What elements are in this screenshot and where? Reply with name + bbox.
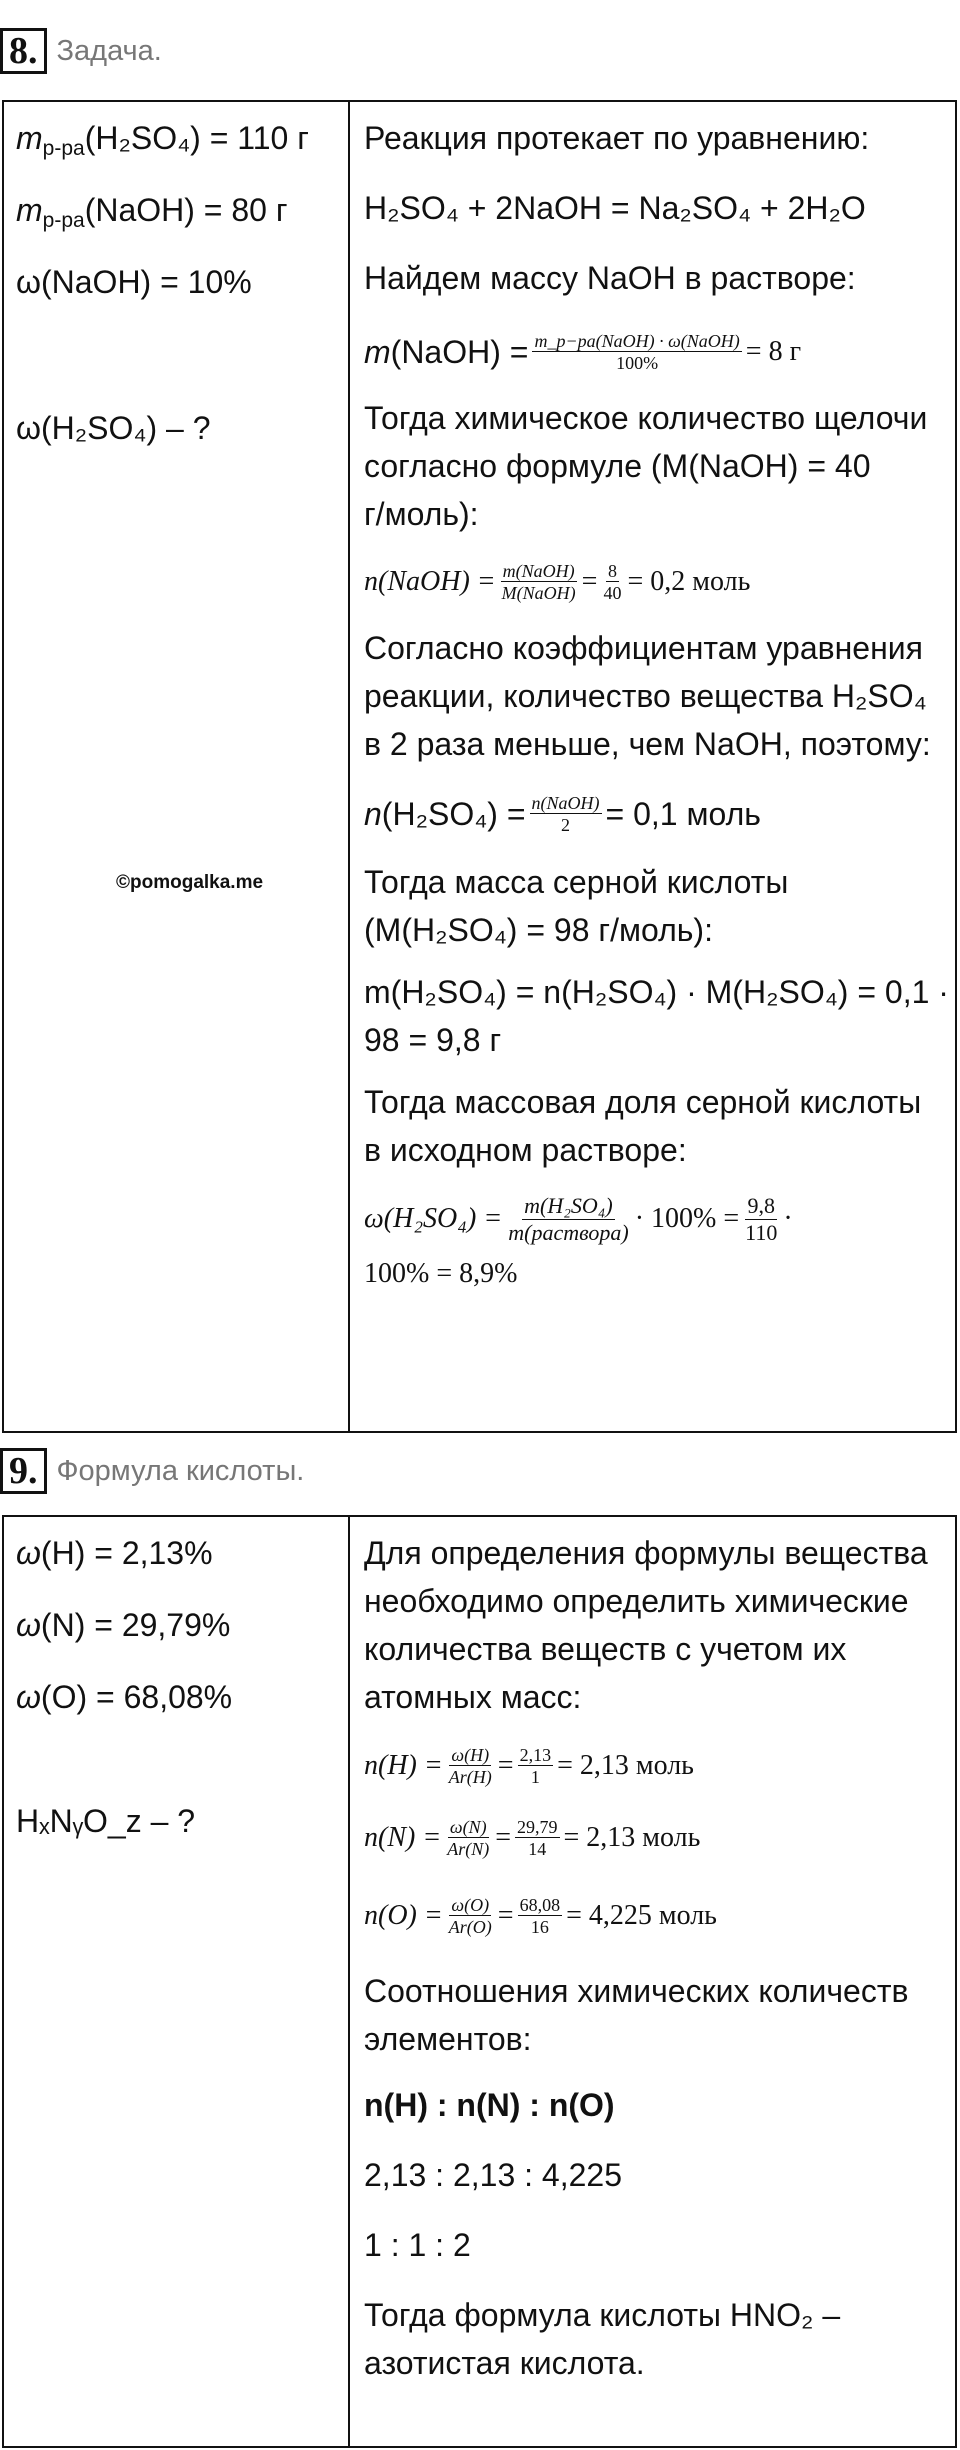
task8-header — [0, 28, 162, 74]
task9-number: 9. — [0, 1448, 47, 1494]
sol9-p2a: Соотношения химических количеств — [364, 1973, 909, 2009]
given-mass-h2so4: $m_{р-ра}(H_2SO_4) = 110$ г — [16, 120, 309, 160]
sol9-p3a: Тогда формула кислоты HNO₂ – — [364, 2297, 841, 2333]
task9-given — [3, 1516, 349, 2447]
task9-table — [2, 1515, 957, 2448]
sol8-equation: H₂SO₄ + 2NaOH = Na₂SO₄ + 2H₂O — [364, 190, 866, 226]
sol9-p2b: элементов: — [364, 2021, 532, 2057]
sol9-p3b: азотистая кислота. — [364, 2345, 645, 2381]
sol9-ratio1: 2,13 : 2,13 : 4,225 — [364, 2157, 622, 2193]
sol9-ratio-label: n(H) : n(N) : n(O) — [364, 2087, 615, 2123]
task8-solution — [349, 101, 956, 1432]
given-find-omega-h2so4: ω(H₂SO₄) – ? — [16, 410, 211, 446]
sol9-formula-n-n: n(N) = $\frac{\omega(N)}{Ar(N)}$ = $\frac{29,79}{14}$ = 2,13 моль — [364, 1816, 701, 1859]
sol8-formula-mass-naoh: m (NaOH) = $\frac{\text{m\_р−ра(NaOH) · ω(NaOH)}}{100\%}$ = 8 г — [364, 330, 802, 373]
task9-solution — [349, 1516, 956, 2447]
watermark: ©pomogalka.me — [116, 872, 264, 893]
task8-given — [3, 101, 349, 1432]
sol8-p7b: в исходном растворе: — [364, 1132, 687, 1168]
task8-number: 8. — [0, 28, 47, 74]
sol8-formula-n-h2so4: n (H₂SO₄) = $\frac{\text{n(NaOH)}}{2}$ = 0,1 моль — [364, 792, 761, 835]
sol8-p3a: Тогда химическое количество щелочи — [364, 400, 928, 436]
task9-title: Формула кислоты. — [56, 1454, 305, 1487]
sol9-p1a: Для определения формулы вещества — [364, 1535, 928, 1571]
sol8-p7a: Тогда массовая доля серной кислоты — [364, 1084, 922, 1120]
given-omega-n: ω(N) = 29,79% — [16, 1607, 231, 1643]
sol8-p6a: m(H₂SO₄) = n(H₂SO₄) · M(H₂SO₄) = 0,1 · — [364, 974, 949, 1010]
sol9-formula-n-o: n(O) = $\frac{\omega(O)}{Ar(O)}$ = $\frac{68,08}{16}$ = 4,225 моль — [364, 1894, 717, 1937]
sol8-formula-omega-line2: 100% = 8,9% — [364, 1258, 518, 1289]
sol8-p4a: Согласно коэффициентам уравнения — [364, 630, 923, 666]
given-mass-naoh: $m_{р-ра}(NaOH) = 80$ г — [16, 192, 288, 232]
task8-table — [2, 100, 957, 1433]
given-omega-o: ω(O) = 68,08% — [16, 1679, 233, 1715]
given-find-formula: HₓNᵧO_z – ? — [16, 1803, 196, 1839]
sol9-p1b: необходимо определить химические — [364, 1583, 909, 1619]
sol9-p1c: количества веществ с учетом их — [364, 1631, 847, 1667]
task8-title: Задача. — [56, 34, 162, 67]
given-omega-naoh: ω(NaOH) = 10% — [16, 264, 252, 300]
sol8-p2: Найдем массу NaOH в растворе: — [364, 260, 856, 296]
sol8-p4b: реакции, количество вещества H₂SO₄ — [364, 678, 927, 714]
sol8-p4c: в 2 раза меньше, чем NaOH, поэтому: — [364, 726, 931, 762]
sol8-p5b: (M(H₂SO₄) = 98 г/моль): — [364, 912, 713, 948]
sol8-p1: Реакция протекает по уравнению: — [364, 120, 870, 156]
sol8-formula-omega: ω(H₂SO₄) = $\frac{\text{m(H₂SO₄)}}{\text{m(раствора)}}$ · 100% = $\frac{9,8}{110}$ · — [364, 1192, 793, 1245]
sol8-p6b: 98 = 9,8 г — [364, 1022, 502, 1058]
given-omega-h: ω(H) = 2,13% — [16, 1535, 213, 1571]
sol9-formula-n-h: n(H) = $\frac{\omega(H)}{Ar(H)}$ = $\frac{2,13}{1}$ = 2,13 моль — [364, 1744, 694, 1787]
sol8-p3b: согласно формуле (M(NaOH) = 40 — [364, 448, 871, 484]
sol9-ratio2: 1 : 1 : 2 — [364, 2227, 471, 2263]
sol8-formula-n-naoh: n(NaOH) = $\frac{\text{m(NaOH)}}{\text{M(NaOH)}}$ = $\frac{8}{40}$ = 0,2 моль — [364, 560, 751, 603]
sol8-p5a: Тогда масса серной кислоты — [364, 864, 789, 900]
sol8-p3c: г/моль): — [364, 496, 479, 532]
task9-header — [0, 1448, 304, 1494]
sol9-p1d: атомных масс: — [364, 1679, 582, 1715]
